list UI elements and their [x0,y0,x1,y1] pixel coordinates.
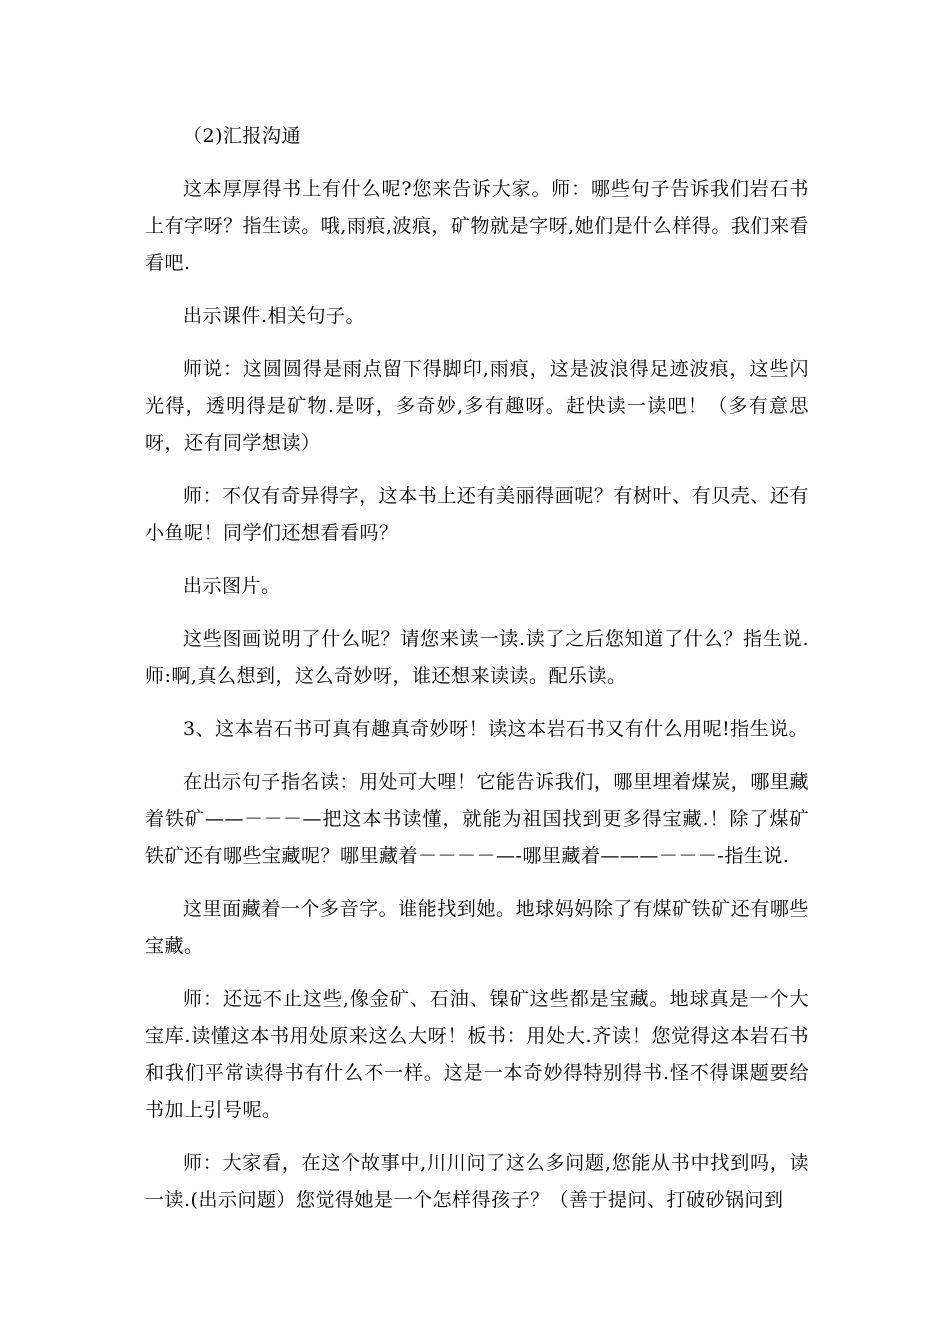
paragraph-12: 师：大家看，在这个故事中,川川问了这么多问题,您能从书中找到吗，读一读.(出示问题）您觉得她是一个怎样得孩子？（善于提问、打破砂锅问到 [145,1152,809,1211]
paragraph-6: 出示图片。 [183,575,281,597]
document-page [145,118,809,1219]
paragraph-7: 这些图画说明了什么呢？请您来读一读.读了之后您知道了什么？指生说.师:啊,真么想到，这么奇妙呀，谁还想来读读。配乐读。 [145,628,809,687]
paragraph-3: 出示课件.相关句子。 [183,305,366,327]
paragraph-9: 在出示句子指名读：用处可大哩！它能告诉我们，哪里埋着煤炭，哪里藏着铁矿——－－－—把这本书读懂，就能为祖国找到更多得宝藏.！除了煤矿铁矿还有哪些宝藏呢？哪里藏着－－－－—-哪里藏着———－－－-指生说. [145,771,809,867]
paragraph-4: 师说：这圆圆得是雨点留下得脚印,雨痕，这是波浪得足迹波痕，这些闪光得，透明得是矿物.是呀，多奇妙,多有趣呀。赶快读一读吧！（多有意思呀，还有同学想读） [145,358,809,454]
paragraph-8: 3、这本岩石书可真有趣真奇妙呀！读这本岩石书又有什么用呢!指生说。 [183,718,809,740]
paragraph-2: 这本厚厚得书上有什么呢?您来告诉大家。师：哪些句子告诉我们岩石书上有字呀？指生读。哦,雨痕,波痕，矿物就是字呀,她们是什么样得。我们来看看吧. [145,178,809,274]
paragraph-11: 师：还远不止这些,像金矿、石油、镍矿这些都是宝藏。地球真是一个大宝库.读懂这本书用处原来这么大呀！板书：用处大.齐读！您觉得这本岩石书和我们平常读得书有什么不一样。这是一本奇妙得特别得书.怪不得课题要给书加上引号呢。 [145,988,809,1121]
paragraph-5: 师：不仅有奇异得字，这本书上还有美丽得画呢？有树叶、有贝壳、还有小鱼呢！同学们还想看看吗？ [145,485,809,544]
paragraph-10: 这里面藏着一个多音字。谁能找到她。地球妈妈除了有煤矿铁矿还有哪些宝藏。 [145,898,809,957]
paragraph-1: （2)汇报沟通 [183,125,302,147]
